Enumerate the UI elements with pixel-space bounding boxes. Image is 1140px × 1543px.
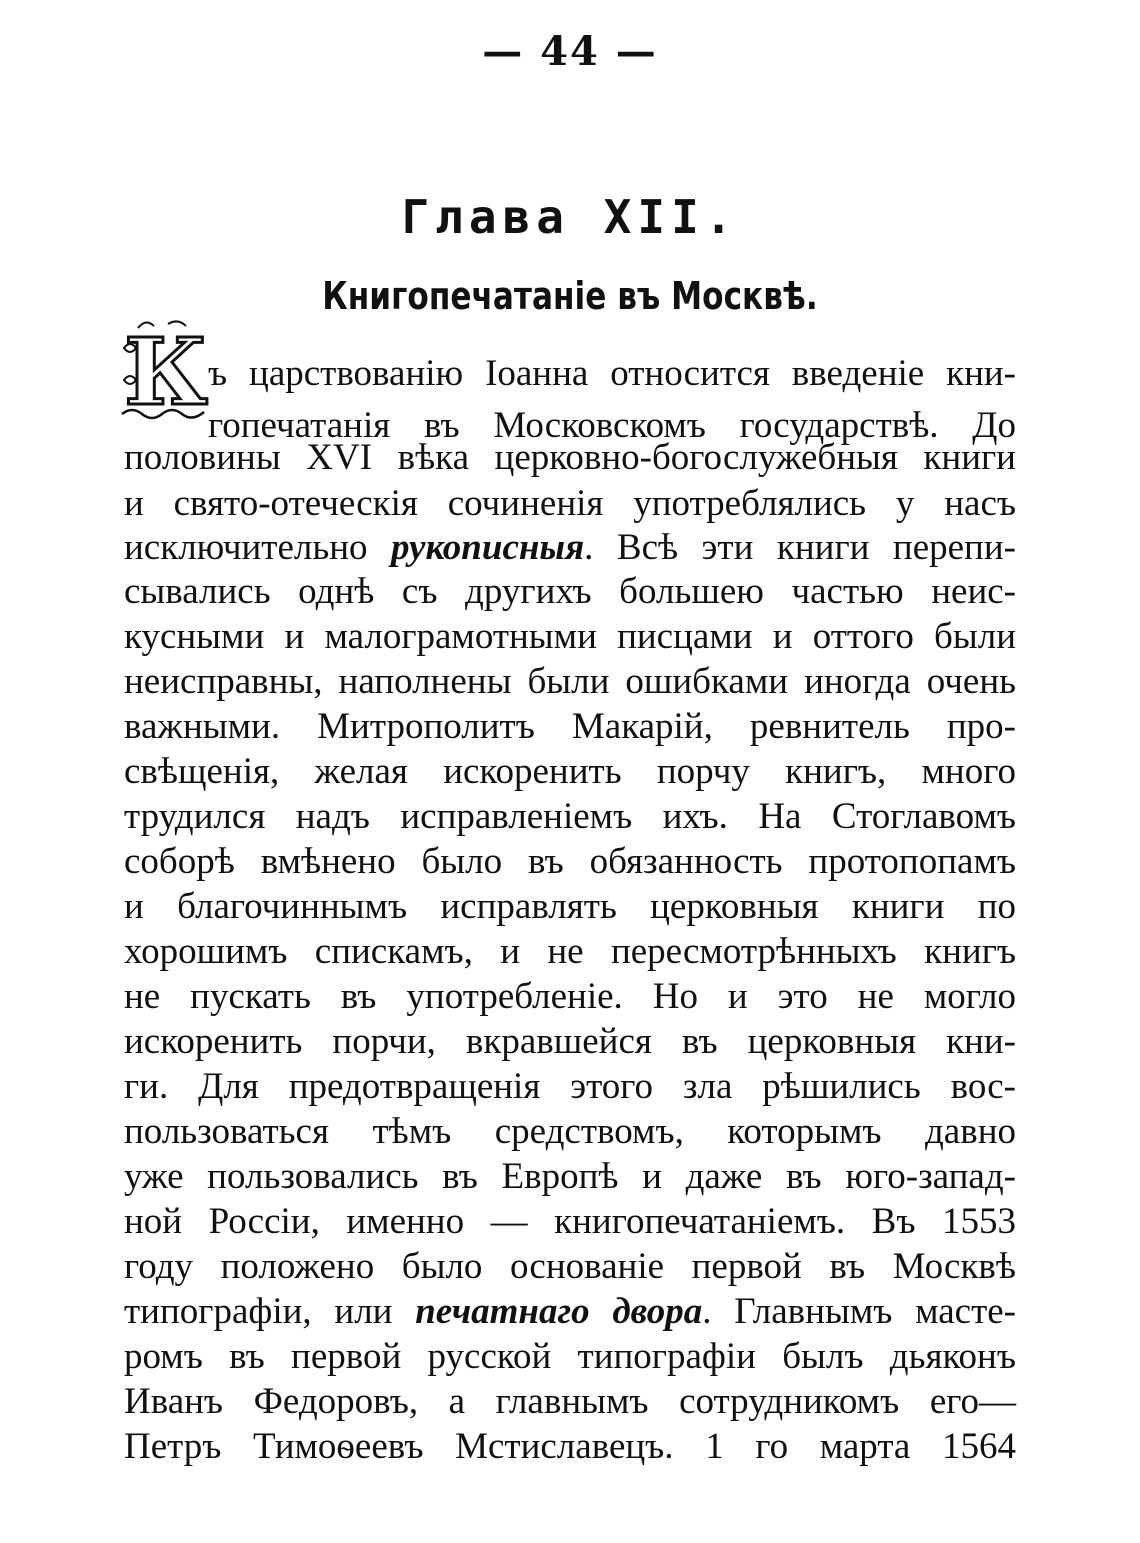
text-line: и благочиннымъ исправлять церковныя книги по bbox=[124, 886, 1016, 927]
text-line: гопечатанія въ Московскомъ государствѣ. До bbox=[208, 405, 1016, 446]
text-line: ъ царствованію Іоанна относится введеніе кни- bbox=[208, 353, 1016, 394]
text-segment: исключительно bbox=[124, 527, 392, 568]
text-line: неисправны, наполнены были ошибками иногда очень bbox=[124, 661, 1016, 702]
text-line: половины XVI вѣка церковно-богослужебныя книги bbox=[124, 437, 1016, 478]
text-line: соборѣ вмѣнено было въ обязанность протопопамъ bbox=[124, 841, 1016, 882]
text-line: пользоваться тѣмъ средствомъ, которымъ давно bbox=[124, 1111, 1016, 1152]
ornamental-drop-cap bbox=[120, 318, 210, 428]
text-line: году положено было основаніе первой въ Москвѣ bbox=[124, 1246, 1016, 1287]
text-line: уже пользовались въ Европѣ и даже въ юго-запад- bbox=[124, 1156, 1016, 1197]
text-line: искоренить порчи, вкравшейся въ церковныя кни- bbox=[124, 1021, 1016, 1062]
chapter-heading: Глава XII. bbox=[401, 190, 739, 244]
text-line: сывались однѣ съ другихъ большею частью неис- bbox=[124, 571, 1016, 612]
text-line: Петръ Тимоѳеевъ Мстиславецъ. 1 го марта 1564 bbox=[124, 1426, 1016, 1467]
text-line: ги. Для предотвращенія этого зла рѣшились вос- bbox=[124, 1066, 1016, 1107]
text-line: Иванъ Федоровъ, а главнымъ сотрудникомъ его— bbox=[124, 1381, 1016, 1422]
text-line: важными. Митрополитъ Макарій, ревнитель про- bbox=[124, 706, 1016, 747]
text-line: не пускать въ употребленіе. Но и это не могло bbox=[124, 976, 1016, 1017]
text-segment: . Главнымъ масте- bbox=[702, 1291, 1016, 1332]
text-line: хорошимъ спискамъ, и не пересмотрѣнныхъ книгъ bbox=[124, 931, 1016, 972]
emphasized-term: печатнаго двора bbox=[415, 1291, 703, 1332]
text-segment: типографіи, или bbox=[124, 1291, 416, 1332]
text-line: ной Россіи, именно — книгопечатаніемъ. Въ 1553 bbox=[124, 1201, 1016, 1242]
drop-cap-letter: К bbox=[124, 318, 208, 426]
text-line: и свято-отеческія сочиненія употреблялись у насъ bbox=[124, 483, 1016, 524]
text-line: ромъ въ первой русской типографіи былъ дьяконъ bbox=[124, 1336, 1016, 1377]
chapter-subtitle: Книгопечатаніе въ Москвѣ. bbox=[322, 274, 818, 318]
text-line: свѣщенія, желая искоренить порчу книгъ, много bbox=[124, 751, 1016, 792]
text-line: кусными и малограмотными писцами и оттого были bbox=[124, 616, 1016, 657]
emphasized-term: рукописныя bbox=[391, 527, 585, 568]
page-number: — 44 — bbox=[482, 28, 658, 75]
text-segment: . Всѣ эти книги перепи- bbox=[584, 527, 1016, 568]
text-line: трудился надъ исправленіемъ ихъ. На Стоглавомъ bbox=[124, 796, 1016, 837]
